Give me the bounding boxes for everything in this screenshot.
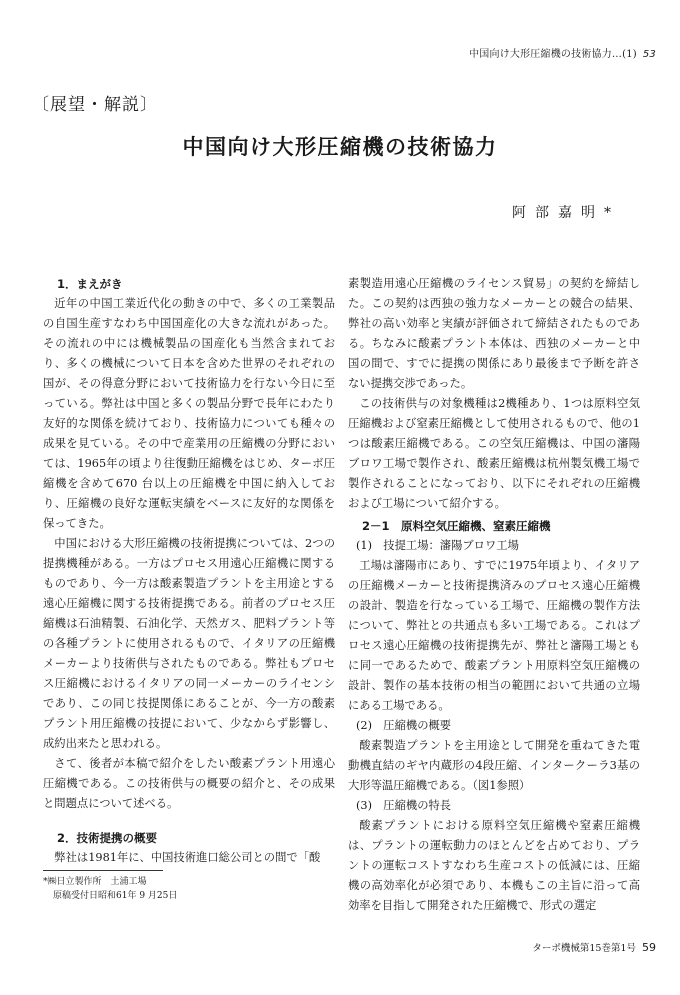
- subsection-2-paragraph: 酸素製造プラントを主用途として開発を重ねてきた電動機直結のギヤ内蔵形の4段圧縮、インタークーラ3基の大形等温圧縮機である。（図1参照）: [348, 739, 640, 792]
- section-2-paragraph-1-start: 弊社は1981年に、中国技術進口総公司との間で「酸: [54, 851, 321, 864]
- subsection-1-label: (1) 技提工場：瀋陽ブロワ工場: [356, 539, 519, 552]
- section-2-paragraph-1-cont: 素製造用遠心圧縮機のライセンス貿易」の契約を締結した。この契約は西独の強力なメーカーとの競合の結果、弊社の高い効率と実績が評価されて締結されたものである。ちなみに酸素プラント本体は、西独のメーカーと中国の間で、すでに提携の関係にあり最後まで予断を許さない提携交渉であった。: [348, 277, 640, 390]
- footnote-affiliation: *㈱日立製作所 土浦工場: [43, 877, 147, 887]
- section-1-paragraph-2: 中国における大形圧縮機の技術提携については、2つの提携機種がある。一方はプロセス用遠心圧縮機に関するものであり、今一方は酸素製造プラントを主用途とする遠心圧縮機に関する技術提携である。前者のプロセス圧縮機は石油精製、石油化学、天然ガス、肥料プラント等の各種プラントに使用されるもので、イタリアの圧縮機メーカーより技術供与されたものである。弊社もプロセス圧縮機におけるイタリアの同一メーカーのライセンシであり、この同じ技提関係にあることが、今一方の酸素プラント用圧縮機の技提において、少なからず影響し、成約出来たと思われる。: [43, 537, 335, 750]
- page-title: 中国向け大形圧縮機の技術協力: [182, 135, 498, 159]
- subsection-3-paragraph: 酸素プラントにおける原料空気圧縮機や窒素圧縮機は、プラントの運転動力のほとんどを占めており、プラントの運転コストすなわち生産コストの低減には、圧縮機の高効率化が必須であり、本機もこの主旨に沿って高効率を目指して開発された圧縮機で、形式の選定: [348, 819, 640, 912]
- subsection-3-label: (3) 圧縮機の特長: [356, 799, 452, 812]
- section-2-heading: 2．技術提携の概要: [57, 831, 158, 845]
- footer-page-number: 59: [642, 941, 656, 954]
- running-head: [469, 45, 656, 60]
- footnote: [43, 875, 177, 903]
- running-page-number: 53: [642, 49, 656, 60]
- section-2-1-heading: 2－1 原料空気圧縮機、窒素圧縮機: [362, 519, 551, 533]
- page-footer: [532, 940, 656, 954]
- author: 阿部嘉明*: [512, 205, 620, 221]
- footnote-received: 原稿受付日昭和61年 9 月25日: [53, 891, 178, 901]
- section-1-paragraph-1: 近年の中国工業近代化の動きの中で、多くの工業製品の自国生産すなわち中国国産化の大きな流れがあった。その流れの中には機械製品の国産化も当然含まれており、多くの機械について日本を含めた世界のそれぞれの国が、その得意分野において技術協力を行ない今日に至っている。弊社は中国と多くの製品分野で長年にわたり友好的な関係を続けており、技術協力についても種々の成果を見ている。その中で産業用の圧縮機の分野においては、1965年の頃より往復動圧縮機をはじめ、ターボ圧縮機を含めて670 台以上の圧縮機を中国に納入しており、圧縮機の良好な運転実績をベースに友好的な関係を保ってきた。: [43, 297, 335, 530]
- right-column: [348, 274, 640, 916]
- section-1-heading: 1．まえがき: [57, 277, 123, 291]
- subsection-2-label: (2) 圧縮機の概要: [356, 719, 452, 732]
- subsection-1-paragraph: 工場は瀋陽市にあり、すでに1975年頃より、イタリアの圧縮機メーカーと技術提携済みのプロセス遠心圧縮機の設計、製造を行なっている工場で、圧縮機の製作方法について、弊社との共通点も多い工場である。これはプロセス遠心圧縮機の技術提携先が、弊社と瀋陽工場ともに同一であるためで、酸素プラント用原料空気圧縮機の設計、製作の基本技術の相当の範囲において共通の立場にある工場である。: [348, 559, 640, 712]
- footer-journal: ターボ機械第15巻第1号: [532, 943, 636, 954]
- footnote-divider: [43, 870, 163, 871]
- running-title: 中国向け大形圧縮機の技術協力…(1): [469, 49, 637, 60]
- left-column: [43, 274, 335, 868]
- section-1-paragraph-3: さて、後者が本稿で紹介をしたい酸素プラント用遠心圧縮機である。この技術供与の概要の紹介と、その成果と問題点について述べる。: [43, 757, 335, 810]
- section-tag: 〔展望・解説〕: [32, 95, 158, 115]
- section-2-paragraph-2: この技術供与の対象機種は2機種あり、1つは原料空気圧縮機および窒素圧縮機として使用されるもので、他の1つは酸素圧縮機である。この空気圧縮機は、中国の瀋陽ブロワ工場で製作され、酸素圧縮機は杭州製気機工場で製作されることになっており、以下にそれぞれの圧縮機および工場について紹介する。: [348, 397, 640, 510]
